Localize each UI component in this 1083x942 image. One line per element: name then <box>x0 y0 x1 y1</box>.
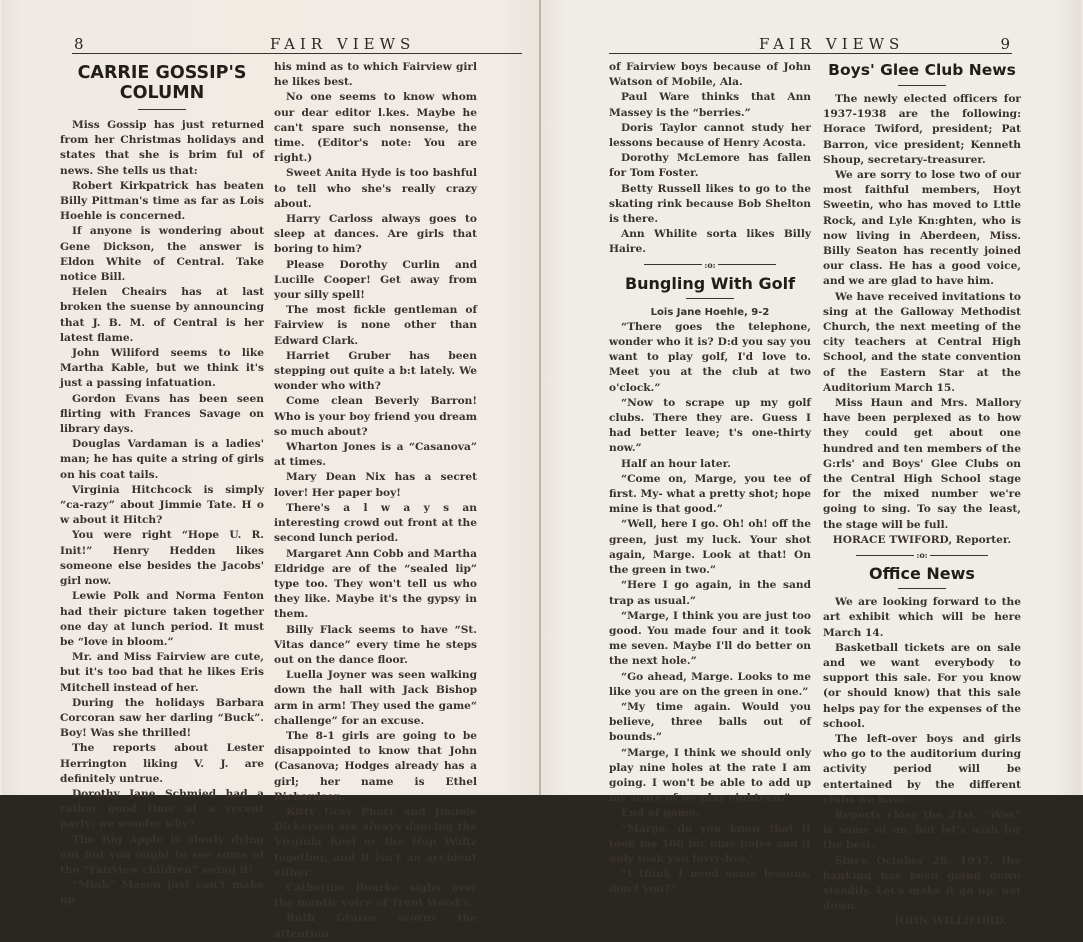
divider-line <box>718 264 776 265</box>
article-body <box>609 60 811 258</box>
column-carrie-gossip <box>60 60 264 909</box>
page-number: 8 <box>74 35 84 53</box>
paragraph: Basketball tickets are on sale and we want everybody to support this sale. For you know (or should know) that this sale helps pay for the expenses of the school. <box>823 641 1021 730</box>
running-title: FAIR VIEWS <box>270 35 416 53</box>
paragraph: Lewie Polk and Norma Fenton had their picture taken together one day at lunch period. It must be “love in bloom.” <box>60 590 264 648</box>
paragraph: “Marge, do you know that it took me 108 for nine holes and it only took you forty-five.” <box>609 822 811 865</box>
paragraph: his mind as to which Fairview girl he likes best. <box>274 61 477 89</box>
right-page <box>541 0 1081 928</box>
column-gossip-end-and-golf <box>609 60 811 898</box>
running-title: FAIR VIEWS <box>759 35 905 53</box>
paragraph: “Go ahead, Marge. Looks to me like you are on the green in one.” <box>609 670 811 698</box>
paragraph: During the holidays Barbara Corcoran saw her darling “Buck”. Boy! Was she thrilled! <box>60 696 264 740</box>
paragraph: Billy Flack seems to have “St. Vitas dance” every time he steps out on the dance floor. <box>274 623 477 666</box>
divider-line <box>644 264 702 265</box>
paragraph: “There goes the telephone, wonder who it is? D:d you say you want to play golf, I'd love to. Meet you at the club at two o'clock.” <box>609 320 811 394</box>
paragraph: Margaret Ann Cobb and Martha Eldridge are of the “sealed lip” type too. They won't tell us who they like. Maybe it's the gypsy in them. <box>274 547 477 621</box>
paragraph: “My time again. Would you believe, three balls out of bounds.” <box>609 700 811 744</box>
headline-bungling-with-golf: Bungling With Golf <box>624 273 796 293</box>
paragraph: Dorothy McLemore has fallen for Tom Foster. <box>609 152 811 180</box>
paragraph: Please Dorothy Curlin and Lucille Cooper! Get away from your silly spell! <box>274 258 477 302</box>
paragraph: Harriet Gruber has been stepping out quite a b:t lately. We wonder who with? <box>274 349 477 393</box>
column-glee-and-office <box>823 60 1021 930</box>
paragraph: There's a l w a y s an interesting crowd out front at the second lunch period. <box>274 501 477 545</box>
headline-carrie-gossip <box>60 63 264 103</box>
paragraph: “Here I go again, in the sand trap as usual.” <box>609 579 811 607</box>
paragraph: Douglas Vardaman is a ladies' man; he has quite a string of girls on his coat tails. <box>60 438 264 481</box>
paragraph: “Mink” Mason just can't make up <box>60 879 264 907</box>
divider-mark: :o: <box>916 550 928 561</box>
running-header-left <box>72 35 522 54</box>
section-divider <box>609 260 811 270</box>
byline: Lois Jane Hoehle, 9-2 <box>650 306 770 318</box>
article-body <box>60 118 264 909</box>
paragraph: The 8-1 girls are going to be disappointed to know that John (Casanova; Hodges already has a girl; her name is Ethel Richardson. <box>274 729 477 803</box>
paragraph: We are looking forward to the art exhibit which will be here March 14. <box>823 596 1021 639</box>
column-gossip-continued <box>274 60 477 942</box>
paragraph: Since October 28, 1937, the banking has been going down steadily. Let's make it go up, not down. <box>823 854 1021 913</box>
headline-rule <box>898 588 946 589</box>
article-body <box>609 320 811 898</box>
paragraph: John Wiliford seems to like Martha Kable, but we think it's just a passing infatuation. <box>60 347 264 390</box>
paragraph: “Marge, I think you are just too good. You made four and it took me seven. Maybe I'll do better on the next hole.” <box>609 609 811 668</box>
headline-boys-glee-club-news: Boys' Glee Club News <box>828 61 1016 79</box>
paragraph: Come clean Beverly Barron! Who is your boy friend you dream so much about? <box>274 395 477 438</box>
paragraph: We have received invitations to sing at the Galloway Methodist Church, the next meeting of the city teachers at Central High School, and the state convention of the Eastern Star at the Auditorium March 15. <box>823 290 1021 394</box>
paragraph: Luella Joyner was seen walking down the hall with Jack Bishop arm in arm! They used the game“ challenge” for an excuse. <box>274 669 477 727</box>
paragraph: No one seems to know whom our dear editor l.kes. Maybe he can't spare such nonsense, the time. (Editor's note: You are right.) <box>274 91 477 165</box>
paragraph: Ruth Graves scorns the attention <box>274 912 477 940</box>
paragraph: Wharton Jones is a “Casanova” at times. <box>274 441 477 469</box>
paragraph: of Fairview boys because of John Watson of Mobile, Ala. <box>609 61 811 89</box>
left-page <box>2 0 540 940</box>
paragraph: Kitty Gray Pharr and Jimmie Dickerson are always dancing the Virginia Reel or the Hop Waltz together, and it isn't an accident either. <box>274 805 477 879</box>
headline-line: COLUMN <box>119 83 205 103</box>
article-body <box>274 60 477 942</box>
paragraph: Robert Kirkpatrick has beaten Billy Pittman's time as far as Lois Hoehle is concerned. <box>60 179 264 223</box>
paragraph: Dorothy Jane Schmied had a rather good time at a recent party; we wonder why? <box>60 787 264 831</box>
paragraph: Reports close the 21st. “Woe” is some of us, but let's wish for the best. <box>823 808 1021 852</box>
article-body <box>823 92 1021 533</box>
paragraph: “Marge, I think we should only play nine holes at the rate I am going. I won't be able to add up my score of we play eighteen.” <box>609 746 811 805</box>
article-body <box>823 595 1021 914</box>
headline-rule <box>686 298 734 299</box>
paragraph: End of game. <box>621 807 700 820</box>
paragraph: “Well, here I go. Oh! oh! off the green, just my luck. Your shot again, Marge. Look at that! On the green in two.” <box>609 518 811 577</box>
paragraph: Paul Ware thinks that Ann Massey is the “berries.” <box>609 91 811 119</box>
paragraph: The most fickle gentleman of Fairview is none other than Edward Clark. <box>274 304 477 347</box>
paragraph: Betty Russell likes to go to the skating rink because Bob Shelton is there. <box>609 182 811 226</box>
signature: HORACE TWIFORD, Reporter. <box>832 533 1012 546</box>
headline-line: CARRIE GOSSIP'S <box>77 63 247 83</box>
paragraph: Virginia Hitchcock is simply “ca-razy” about Jimmie Tate. H o w about it Hitch? <box>60 483 264 527</box>
signature: JOHN WILLIFORD. <box>894 915 1007 928</box>
divider-line <box>856 555 914 556</box>
paragraph: “I think I need some lessons, don't you?” <box>609 868 811 896</box>
paragraph: “Come on, Marge, you tee of first. My- what a pretty shot; hope mine is that good.” <box>609 472 811 516</box>
paragraph: Helen Cheairs has at last broken the suense by announcing that J. B. M. of Central is her latest flame. <box>60 286 264 344</box>
paragraph: Mr. and Miss Fairview are cute, but it's too bad that he likes Eris Mitchell instead of her. <box>60 651 264 694</box>
paragraph: Harry Carloss always goes to sleep at dances. Are girls that boring to him? <box>274 213 477 256</box>
divider-line <box>930 555 988 556</box>
paragraph: Gordon Evans has been seen flirting with Frances Savage on library days. <box>60 392 264 436</box>
paragraph: Ann Whilite sorta likes Billy Haire. <box>609 228 811 256</box>
paragraph: You were right “Hope U. R. Init!” Henry Hedden likes someone else besides the Jacobs' girl now. <box>60 529 264 588</box>
headline-rule <box>898 85 946 86</box>
paragraph: If anyone is wondering about Gene Dickson, the answer is Eldon White of Central. Take notice Bill. <box>60 225 264 284</box>
paragraph: The newly elected officers for 1937-1938 are the following: Horace Twiford, president; Pat Barron, vice president; Kenneth Shoup, secretary-treasurer. <box>823 93 1021 166</box>
paragraph: The Big Apple is slowly dying out but you ought to see some of the “Fairview children” swing it! <box>60 833 264 876</box>
paragraph: Mary Dean Nix has a secret lover! Her paper boy! <box>274 471 477 499</box>
paragraph: Half an hour later. <box>621 457 731 470</box>
paragraph: The left-over boys and girls who go to the auditorium during activity period will be entertained by the different clubs we have. <box>823 732 1021 806</box>
page-number: 9 <box>1000 35 1010 53</box>
paragraph: Sweet Anita Hyde is too bashful to tell who she's really crazy about. <box>274 167 477 210</box>
running-header-right <box>609 35 1012 54</box>
paragraph: We are sorry to lose two of our most faithful members, Hoyt Sweetin, who has moved to Lttle Rock, and Lyle Kn:ghten, who is now living in Aberdeen, Miss. Billy Seaton has recently joined our class. He has a good voice, and we are glad to have him. <box>823 169 1021 288</box>
headline-rule <box>138 109 186 110</box>
paragraph: Catherine Bourke sighs over the mantic voice of Trent Wood's. <box>274 881 477 910</box>
section-divider <box>823 550 1021 560</box>
paragraph: Doris Taylor cannot study her lessons because of Henry Acosta. <box>609 121 811 150</box>
headline-office-news: Office News <box>869 564 975 584</box>
paragraph: The reports about Lester Herrington liking V. J. are definitely untrue. <box>60 742 264 785</box>
divider-mark: :o: <box>704 259 716 270</box>
paragraph: Miss Haun and Mrs. Mallory have been perplexed as to how they could get about one hundred and ten members of the G:rls' and Boys' Glee Clubs on the Central High School stage for the mixed number we're going to sing. To say the least, the stage will be full. <box>823 397 1021 531</box>
paragraph: “Now to scrape up my golf clubs. There they are. Guess I had better leave; t's one-thirty now.” <box>609 396 811 455</box>
paragraph: Miss Gossip has just returned from her Christmas holidays and states that she is brim ful of news. She tells us that: <box>60 119 264 177</box>
